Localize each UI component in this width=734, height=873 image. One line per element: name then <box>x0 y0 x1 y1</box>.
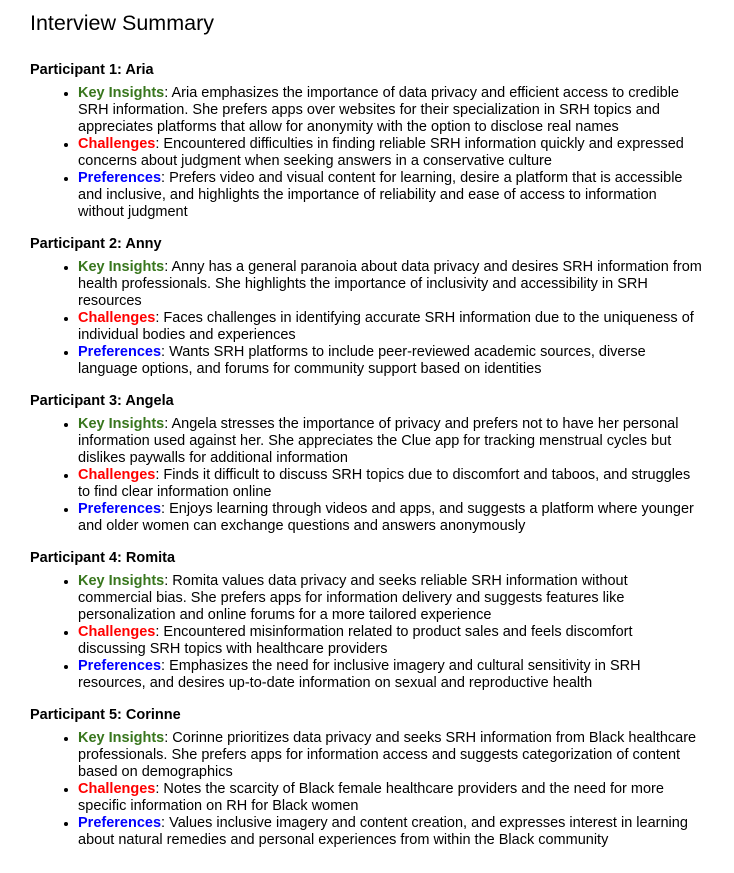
participant-section <box>30 236 704 378</box>
bullet-label: Key Insights <box>78 259 165 275</box>
bullet-label: Challenges <box>78 781 156 797</box>
bullet-item <box>78 170 704 221</box>
bullet-separator: : <box>155 781 164 797</box>
bullet-text: Finds it difficult to discuss SRH topics due to discomfort and taboos, and struggles to find clear information online <box>78 467 691 500</box>
bullet-item <box>78 136 704 170</box>
bullet-separator: : <box>161 344 170 360</box>
bullet-item <box>78 416 704 467</box>
bullet-item <box>78 730 704 781</box>
bullet-item <box>78 573 704 624</box>
bullet-separator: : <box>155 136 164 152</box>
bullet-text: Prefers video and visual content for learning, desire a platform that is accessible and inclusive, and highlights the importance of reliability and ease of access to information without judgment <box>78 170 683 220</box>
bullet-text: Notes the scarcity of Black female healthcare providers and the need for more specific information on RH for Black women <box>78 781 664 814</box>
bullet-text: Aria emphasizes the importance of data privacy and efficient access to credible SRH information. She prefers apps over websites for their specialization in SRH topics and appreciates platforms that allow for anonymity with the option to disclose real names <box>78 85 679 135</box>
bullet-separator: : <box>164 730 173 746</box>
bullet-item <box>78 815 704 849</box>
participant-section <box>30 550 704 692</box>
bullet-label: Preferences <box>78 344 162 360</box>
bullet-item <box>78 467 704 501</box>
bullet-separator: : <box>164 573 173 589</box>
bullet-separator: : <box>161 170 170 186</box>
participant-heading: Participant 3: Angela <box>30 393 174 409</box>
participant-heading: Participant 4: Romita <box>30 550 176 566</box>
bullet-separator: : <box>164 85 172 101</box>
participant-section <box>30 62 704 221</box>
bullet-item <box>78 259 704 310</box>
bullet-text: Enjoys learning through videos and apps, and suggests a platform where younger and older women can exchange questions and answers anonymously <box>78 501 694 534</box>
bullet-label: Key Insights <box>78 416 165 432</box>
bullet-label: Challenges <box>78 136 156 152</box>
participant-section <box>30 707 704 849</box>
bullet-separator: : <box>155 310 164 326</box>
document-body <box>30 62 704 849</box>
bullet-separator: : <box>161 815 170 831</box>
bullet-item <box>78 310 704 344</box>
bullet-item <box>78 624 704 658</box>
bullet-text: Faces challenges in identifying accurate SRH information due to the uniqueness of individual bodies and experiences <box>78 310 694 343</box>
bullet-text: Encountered difficulties in finding reliable SRH information quickly and expressed concerns about judgment when seeking answers in a conservative culture <box>78 136 684 169</box>
bullet-text: Anny has a general paranoia about data privacy and desires SRH information from health professionals. She highlights the importance of inclusivity and accessibility in SRH resources <box>78 259 702 309</box>
bullet-text: Corinne prioritizes data privacy and seeks SRH information from Black healthcare professionals. She prefers apps for information access and suggests categorization of content based on demographics <box>78 730 697 780</box>
bullet-item <box>78 781 704 815</box>
bullet-label: Preferences <box>78 501 162 517</box>
bullet-separator: : <box>164 416 172 432</box>
bullet-list <box>30 573 704 692</box>
bullet-label: Key Insights <box>78 573 165 589</box>
bullet-label: Key Insights <box>78 85 165 101</box>
bullet-separator: : <box>161 501 170 517</box>
bullet-label: Preferences <box>78 170 162 186</box>
bullet-label: Preferences <box>78 658 162 674</box>
bullet-text: Wants SRH platforms to include peer-reviewed academic sources, diverse language options, and forums for community support based on identities <box>78 344 646 377</box>
bullet-item <box>78 85 704 136</box>
bullet-separator: : <box>161 658 170 674</box>
bullet-list <box>30 85 704 221</box>
bullet-separator: : <box>155 467 164 483</box>
participant-section <box>30 393 704 535</box>
participant-heading: Participant 1: Aria <box>30 62 154 78</box>
participant-heading: Participant 5: Corinne <box>30 707 181 723</box>
bullet-text: Encountered misinformation related to product sales and feels discomfort discussing SRH topics with healthcare providers <box>78 624 633 657</box>
bullet-text: Emphasizes the need for inclusive imagery and cultural sensitivity in SRH resources, and desires up-to-date information on sexual and reproductive health <box>78 658 641 691</box>
bullet-label: Key Insights <box>78 730 165 746</box>
bullet-label: Challenges <box>78 624 156 640</box>
bullet-separator: : <box>155 624 164 640</box>
bullet-list <box>30 730 704 849</box>
bullet-separator: : <box>164 259 172 275</box>
bullet-item <box>78 501 704 535</box>
bullet-text: Values inclusive imagery and content creation, and expresses interest in learning about natural remedies and personal experiences from within the Black community <box>78 815 688 848</box>
bullet-label: Challenges <box>78 467 156 483</box>
bullet-item <box>78 658 704 692</box>
bullet-label: Preferences <box>78 815 162 831</box>
participant-heading: Participant 2: Anny <box>30 236 162 252</box>
bullet-text: Angela stresses the importance of privacy and prefers not to have her personal information used against her. She appreciates the Clue app for tracking menstrual cycles but dislikes paywalls for additional information <box>78 416 679 466</box>
bullet-label: Challenges <box>78 310 156 326</box>
bullet-list <box>30 259 704 378</box>
bullet-item <box>78 344 704 378</box>
bullet-text: Romita values data privacy and seeks reliable SRH information without commercial bias. She prefers apps for information delivery and suggests features like personalization and online forums for a more tailored experience <box>78 573 628 623</box>
bullet-list <box>30 416 704 535</box>
page-title: Interview Summary <box>30 11 214 35</box>
